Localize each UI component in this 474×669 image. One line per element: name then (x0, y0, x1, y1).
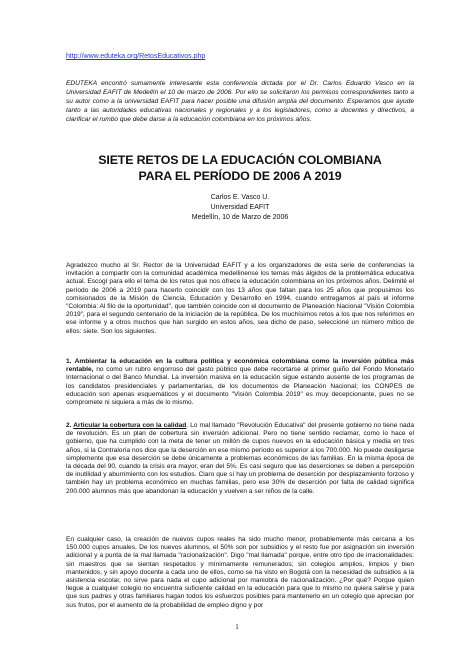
paragraph-text: Agradezco mucho al Sr. Rector de la Universidad EAFIT y a los organizadores de esta serie de conferencias la invitación a compartir con la comunidad académica medellinense los temas más álgidos de la problemática educativa actual. Escogí para ello el tema de los retos que nos ofrece la educación colombiana en los próximos años. Delimité el período de 2006 a 2019 para hacerlo coincidir con los 13 años que faltan para los 25 años que propusimos los comisionados de la Misión de Ciencia, Educación y Desarrollo en 1994, cuando entregamos al país el informe "Colombia: Al filo de la oportunidad", que también coincide con el documento de Planeación Nacional "Visión Colombia 2019", para el segundo centenario de la iniciación de la república. De los muchísimos retos a los que nos referimos en ese informe y a otros muchos que han surgido en estos años, sea dicho de paso, seleccioné un número mítico de ellos: siete. Son los siguientes. (66, 262, 414, 335)
author-place-date: Medellín, 10 de Marzo de 2006 (191, 214, 289, 221)
page-number: 1 (235, 623, 239, 631)
title-line-1: SIETE RETOS DE LA EDUCACIÓN COLOMBIANA (98, 153, 382, 167)
challenge-2-heading: Articular la cobertura con la calidad (73, 422, 187, 429)
author-name: Carlos E. Vasco U. (210, 194, 270, 201)
document-title (66, 152, 414, 184)
challenge-1-paragraph (66, 358, 414, 407)
editorial-note: EDUTEKA encontró sumamente interesante esta conferencia dictada por el Dr. Carlos Eduardo Vasco en la Universidad EAFIT de Medellín el 10 de marzo de 2006. Por ello se solicitaron los permisos correspondientes tanto a su autor como a la universidad EAFIT para hacer posible una difusión amplia del documento. Esperamos que ayude tanto a las autoridades educativas nacionales y regionales y a los legisladores, como a docentes y directivos, a clarificar el rumbo que debe darse a la educación colombiana en los próximos años. (66, 80, 414, 123)
title-line-2: PARA EL PERÍODO DE 2006 A 2019 (138, 169, 342, 183)
challenge-2-paragraph (66, 422, 414, 496)
opening-paragraph (66, 262, 414, 336)
challenge-2-body: . Lo mal llamado "Revolución Educativa" del presente gobierno no tiene nada de revolución. Es un plan de cobertura sin inversión adicional. Pero no tiene sentido reclamar, como lo hace el gobierno, que ha cumplido con la meta de tener un millón de cupos nuevos en la educación básica y media en tres años, si la Contraloría nos dice que la deserción en ese mismo período es superior a los 700.000. No puede desligarse simplemente que esa deserción se debe únicamente a problemas económicos de las familias. En la misma época de la década del 90, cuando la crisis era mayor, eran del 5%. Es casi seguro que las deserciones se deben a percepción de inutilidad y aburrimiento con los estudios. Claro que sí hay un problema de deserción por desplazamiento forzoso y también hay un problema económico en muchas familias, pero ese 30% de deserción por falta de calidad significa 200.000 alumnos más que abandonan la educación y vuelven a ser niños de la calle. (66, 422, 414, 495)
challenge-1-heading: 1. Ambientar la educación en la cultura política y económica colombiana como la inversión pública más rentable, (66, 358, 414, 374)
author-block (66, 193, 414, 223)
paragraph-text: En cualquier caso, la creación de nuevos cupos reales ha sido mucho menor, probablemente más cercana a los 150.000 cupos anuales. De los nuevos alumnos, el 50% son por subsidios y el resto fue por asignación sin inversión adicional y a punta de la mal llamada "racionalización". Digo "mal llamada" porque, entre otro tipo de irracionalidades: sin maestros que se sientan respetados y mínimamente remunerados; sin colegios amplios, limpios y bien mantenidos, y sin apoyo docente a cada uno de ellos, como se ha visto en Bogotá con la necesidad de subsidios a la asistencia escolar, no sirve para nada el cupo adicional por maniobra de racionalización. ¿Por qué? Porque quien llegue a cualquier colegio no encuentra suficiente calidad en la educación para que lo mismo no quiera salirse y para que sus padres y otras familiares hagan todos los esfuerzos posibles para mantenerlo en un colegio que aprecian por sus frutos, por el aumento de la probabilidad de empleo digno y por (66, 536, 414, 609)
continuation-paragraph (66, 536, 414, 610)
source-link[interactable]: http://www.eduteka.org/RetosEducativos.php (66, 53, 206, 60)
author-affiliation: Universidad EAFIT (210, 204, 270, 211)
challenge-2-number: 2. (66, 422, 74, 429)
challenge-1-body: no como un rubro engorroso del gasto público que debe recortarse al primer guiño del Fondo Monetario Internacional o del Banco Mundial. La inversión masiva en la educación sigue estando ausente de los programas de los candidatos presidenciales y parlamentarias, de los documentos de Planeación Nacional; los CONPES de educación son apenas esquemáticos y el documento "Visión Colombia 2019" es muy decepcionante, pues no se compromete ni siquiera a más de lo mismo. (66, 366, 414, 407)
